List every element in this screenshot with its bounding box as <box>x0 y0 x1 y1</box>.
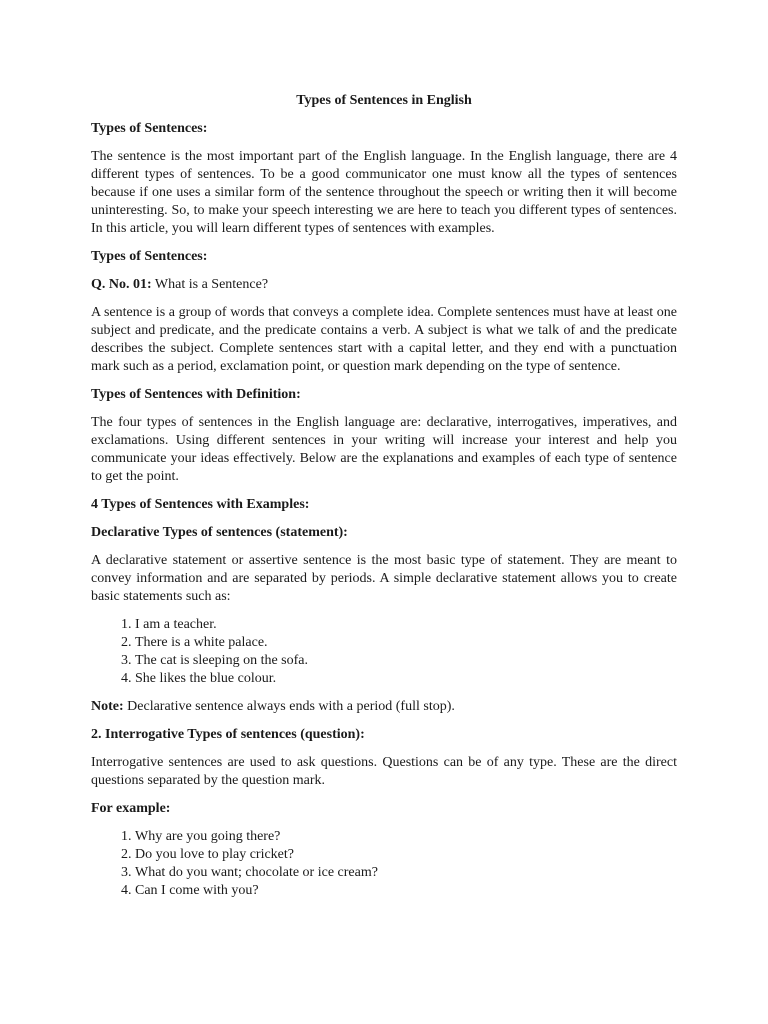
four-types-paragraph: The four types of sentences in the English language are: declarative, interrogatives, imperatives, and exclamations. Using different sentences in your writing will increase your interest and help you communicate your ideas effectively. Below are the explanations and examples of each type of sentence to get the point. <box>91 415 677 484</box>
question-text: What is a Sentence? <box>151 277 269 292</box>
declarative-examples-list <box>91 616 677 688</box>
intro-paragraph: The sentence is the most important part of the English language. In the English language, there are 4 different types of sentences. To be a good communicator one must know all the types of sentences because if one uses a similar form of the sentence throughout the speech or writing then it will become uninteresting. So, to make your speech interesting we are here to teach you different types of sentences. In this article, you will learn different types of sentences with examples. <box>91 149 677 236</box>
heading-for-example: For example: <box>91 801 171 816</box>
heading-definition: Types of Sentences with Definition: <box>91 387 301 402</box>
note-line <box>91 698 677 716</box>
sentence-definition-paragraph: A sentence is a group of words that conveys a complete idea. Complete sentences must have at least one subject and predicate, and the predicate contains a verb. A subject is what we talk of and the predicate describes the subject. Complete sentences start with a capital letter, and they end with a punctuation mark such as a period, exclamation point, or question mark depending on the type of sentence. <box>91 305 677 374</box>
question-line <box>91 276 677 294</box>
list-item: 2. Do you love to play cricket? <box>135 846 677 864</box>
list-item: 3. The cat is sleeping on the sofa. <box>135 652 677 670</box>
declarative-paragraph: A declarative statement or assertive sentence is the most basic type of statement. They are meant to convey information and are separated by periods. A simple declarative statement allows you to create basic statements such as: <box>91 553 677 604</box>
note-text: Declarative sentence always ends with a period (full stop). <box>123 699 455 714</box>
list-item: 4. Can I come with you? <box>135 882 677 900</box>
interrogative-examples-list <box>91 828 677 900</box>
list-item: 4. She likes the blue colour. <box>135 670 677 688</box>
note-label: Note: <box>91 699 124 714</box>
interrogative-paragraph: Interrogative sentences are used to ask questions. Questions can be of any type. These are the direct questions separated by the question mark. <box>91 755 677 788</box>
list-item: 1. I am a teacher. <box>135 616 677 634</box>
question-label: Q. No. 01: <box>91 277 152 292</box>
heading-declarative: Declarative Types of sentences (statement): <box>91 525 348 540</box>
list-item: 2. There is a white palace. <box>135 634 677 652</box>
document-title: Types of Sentences in English <box>296 93 472 108</box>
heading-interrogative: 2. Interrogative Types of sentences (question): <box>91 727 365 742</box>
heading-types-of-sentences: Types of Sentences: <box>91 121 208 136</box>
list-item: 1. Why are you going there? <box>135 828 677 846</box>
list-item: 3. What do you want; chocolate or ice cream? <box>135 864 677 882</box>
heading-examples: 4 Types of Sentences with Examples: <box>91 497 310 512</box>
heading-types-of-sentences-2: Types of Sentences: <box>91 249 208 264</box>
